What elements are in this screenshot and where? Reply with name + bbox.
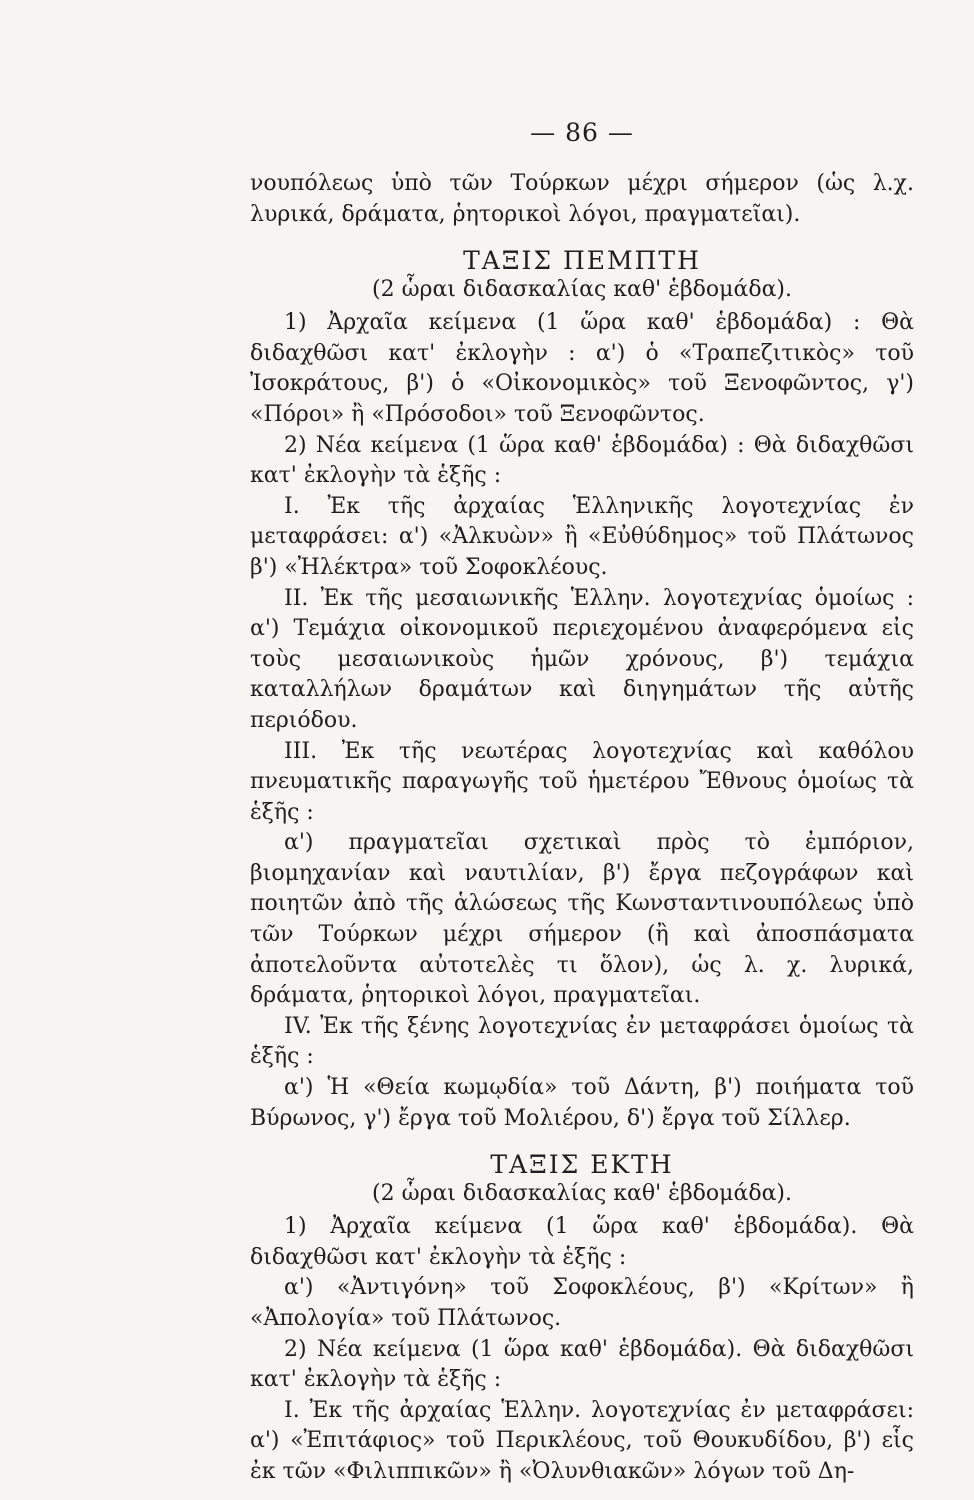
paragraph: ΙV. Ἐκ τῆς ξένης λογοτεχνίας ἐν μεταφράσει ὁμοίως τὰ ἑξῆς : xyxy=(250,1013,914,1070)
paragraph: α') Ἡ «Θεία κωμῳδία» τοῦ Δάντη, β') ποιήματα τοῦ Βύρωνος, γ') ἔργα τοῦ Μολιέρου, δ') ἔργα τοῦ Σίλλερ. xyxy=(250,1075,914,1131)
paragraph: 1) Ἀρχαῖα κείμενα (1 ὥρα καθ' ἑβδομάδα) : Θὰ διδαχθῶσι κατ' ἐκλογὴν : α') ὁ «Τραπεζιτικὸς» τοῦ Ἰσοκράτους, β') ὁ «Οἰκονομικὸς» τοῦ Ξενοφῶντος, γ') «Πόροι» ἢ «Πρόσοδοι» τοῦ Ξενοφῶντος. xyxy=(250,310,914,427)
section-subheading-sixth-class: (2 ὧραι διδασκαλίας καθ' ἑβδομάδα). xyxy=(372,1181,792,1207)
paragraph: α') πραγματεῖαι σχετικαὶ πρὸς τὸ ἐμπόριον, βιομηχανίαν καὶ ναυτιλίαν, β') ἔργα πεζογράφων καὶ ποιητῶν ἀπὸ τῆς ἁλώσεως τῆς Κωνσταντινουπόλεως ὑπὸ τῶν Τούρκων μέχρι σήμερον (ἢ καὶ ἀποσπάσματα ἀποτελοῦντα αὐτοτελὲς τι ὅλον), ὡς λ. χ. λυρικά, δράματα, ῥητορικοὶ λόγοι, πραγματεῖαι. xyxy=(250,830,914,1009)
paragraph: 2) Νέα κείμενα (1 ὥρα καθ' ἑβδομάδα). Θὰ διδαχθῶσι κατ' ἐκλογὴν τὰ ἑξῆς : xyxy=(250,1336,914,1393)
page-number: — 86 — xyxy=(530,118,634,147)
paragraph: 1) Ἀρχαῖα κείμενα (1 ὥρα καθ' ἑβδομάδα). Θὰ διδαχθῶσι κατ' ἐκλογὴν τὰ ἑξῆς : xyxy=(250,1214,914,1270)
paragraph: ΙΙΙ. Ἐκ τῆς νεωτέρας λογοτεχνίας καὶ καθόλου πνευματικῆς παραγωγῆς τοῦ ἡμετέρου Ἔθνους ὁμοίως τὰ ἑξῆς : xyxy=(250,738,914,825)
paragraph: Ι. Ἐκ τῆς ἀρχαίας Ἑλληνικῆς λογοτεχνίας ἐν μεταφράσει: α') «Ἀλκυὼν» ἢ «Εὐθύδημος» τοῦ Πλάτωνος β') «Ἠλέκτρα» τοῦ Σοφοκλέους. xyxy=(250,493,914,580)
section-subheading-fifth-class: (2 ὧραι διδασκαλίας καθ' ἑβδομάδα). xyxy=(372,277,792,303)
section-heading-sixth-class: ΤΑΞΙΣ ΕΚΤΗ xyxy=(490,1150,674,1180)
paragraph-continuation: νουπόλεως ὑπὸ τῶν Τούρκων μέχρι σήμερον (ὡς λ.χ. λυρικά, δράματα, ῥητορικοὶ λόγοι, πραγματεῖαι). xyxy=(250,171,914,227)
paragraph: α') «Ἀντιγόνη» τοῦ Σοφοκλέους, β') «Κρίτων» ἢ «Ἀπολογία» τοῦ Πλάτωνος. xyxy=(250,1275,914,1331)
paragraph: 2) Νέα κείμενα (1 ὥρα καθ' ἑβδομάδα) : Θὰ διδαχθῶσι κατ' ἐκλογὴν τὰ ἑξῆς : xyxy=(250,432,914,489)
paragraph: Ι. Ἐκ τῆς ἀρχαίας Ἑλλην. λογοτεχνίας ἐν μεταφράσει: α') «Ἐπιτάφιος» τοῦ Περικλέους, τοῦ Θουκυδίδου, β') εἷς ἐκ τῶν «Φιλιππικῶν» ἢ «Ὀλυνθιακῶν» λόγων τοῦ Δη- xyxy=(250,1397,914,1484)
section-heading-fifth-class: ΤΑΞΙΣ ΠΕΜΠΤΗ xyxy=(463,246,701,276)
paragraph: ΙΙ. Ἐκ τῆς μεσαιωνικῆς Ἑλλην. λογοτεχνίας ὁμοίως : α') Τεμάχια οἰκονομικοῦ περιεχομένου ἀναφερόμενα εἰς τοὺς μεσαιωνικοὺς ἡμῶν χρόνους, β') τεμάχια καταλλήλων δραμάτων καὶ διηγημάτων τῆς αὐτῆς περιόδου. xyxy=(250,585,914,733)
